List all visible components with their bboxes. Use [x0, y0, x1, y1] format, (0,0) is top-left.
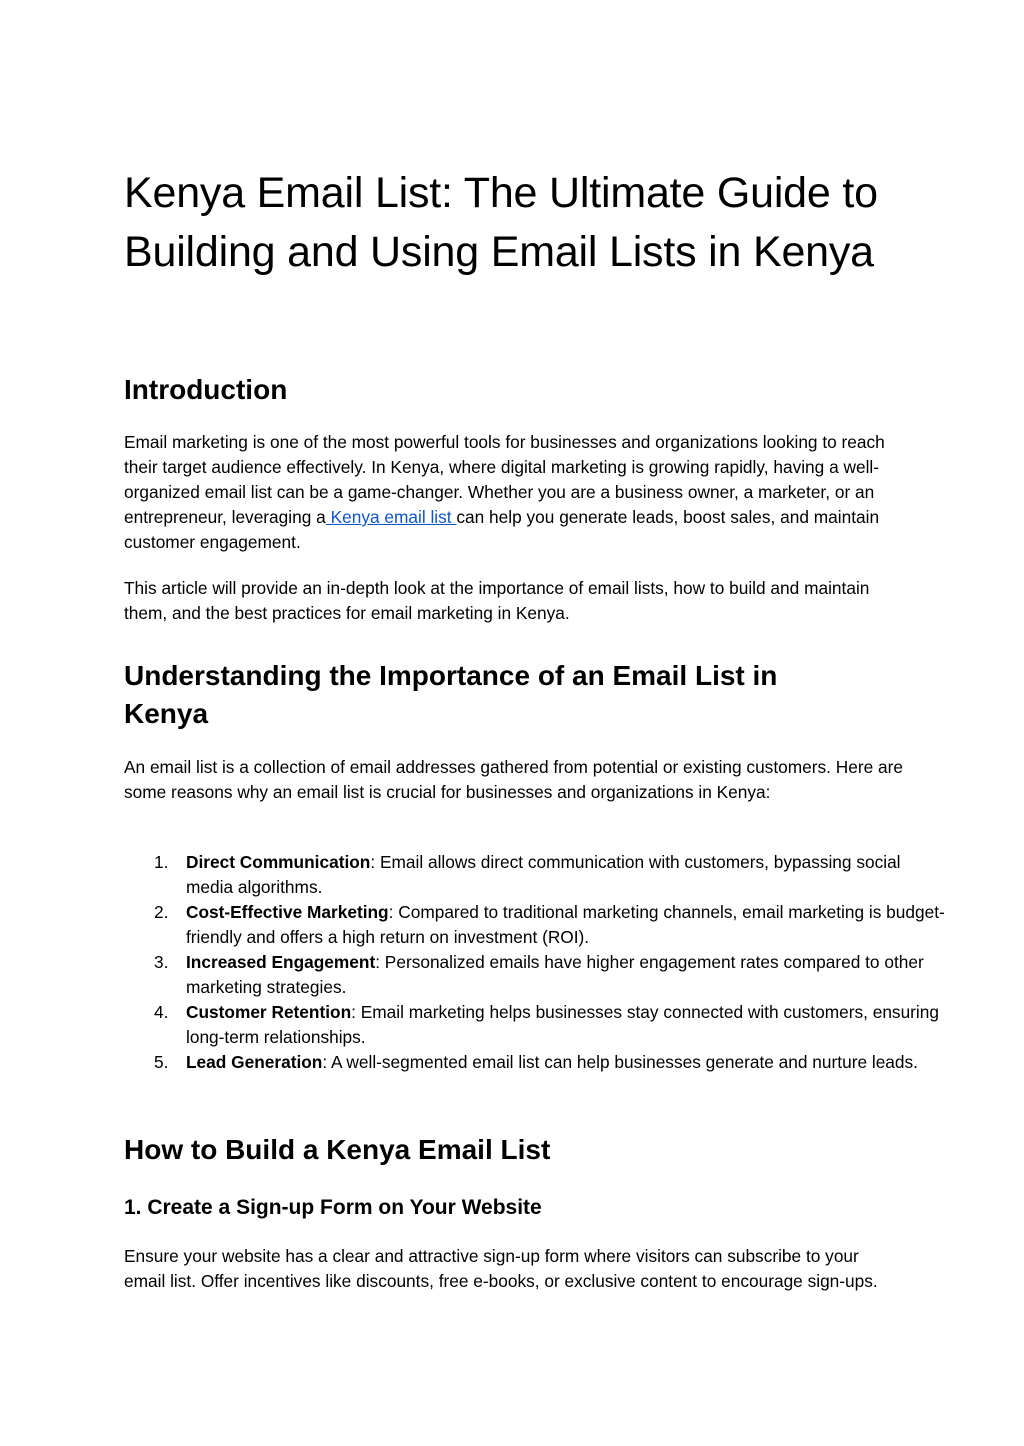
list-term: Direct Communication [186, 852, 371, 872]
list-term: Increased Engagement [186, 952, 376, 972]
reasons-list [124, 850, 946, 1075]
intro-paragraph-2: This article will provide an in-depth look at the importance of email lists, how to build and maintain them, and the best practices for email marketing in Kenya. [124, 578, 870, 623]
list-number: 3. [154, 952, 169, 972]
intro-paragraph-1-end: can help you generate leads, boost sales, and maintain customer engagement. [124, 507, 880, 552]
heading-build: How to Build a Kenya Email List [124, 1134, 551, 1165]
kenya-email-list-link[interactable]: Kenya email list [325, 507, 457, 527]
list-term: Cost-Effective Marketing [186, 902, 389, 922]
list-term: Lead Generation [186, 1052, 323, 1072]
signup-form-paragraph: Ensure your website has a clear and attractive sign-up form where visitors can subscribe to your email list. Offer incentives like discounts, free e-books, or exclusive content to encourage sign-ups. [124, 1246, 878, 1291]
importance-paragraph: An email list is a collection of email addresses gathered from potential or existing customers. Here are some reasons why an email list is crucial for businesses and organizations in Kenya: [124, 757, 903, 802]
list-item [154, 1000, 946, 1050]
list-item [154, 1050, 946, 1075]
heading-introduction: Introduction [124, 374, 288, 405]
list-item [154, 950, 946, 1000]
list-term: Customer Retention [186, 1002, 352, 1022]
list-text: : Compared to traditional marketing channels, email marketing is budget-friendly and offers a high return on investment (ROI). [186, 902, 945, 947]
list-item [154, 850, 946, 900]
list-number: 4. [154, 1002, 169, 1022]
list-number: 1. [154, 852, 169, 872]
list-item [154, 900, 946, 950]
subheading-signup-form: 1. Create a Sign-up Form on Your Website [124, 1196, 542, 1219]
list-text: : Email marketing helps businesses stay connected with customers, ensuring long-term relationships. [186, 1002, 939, 1047]
list-text: : Email allows direct communication with customers, bypassing social media algorithms. [186, 852, 901, 897]
list-number: 5. [154, 1052, 169, 1072]
list-text: : A well-segmented email list can help businesses generate and nurture leads. [322, 1052, 918, 1072]
intro-paragraph-1-start: Email marketing is one of the most powerful tools for businesses and organizations looking to reach their target audience effectively. In Kenya, where digital marketing is growing rapidly, having a well-organized email list can be a game-changer. Whether you are a business owner, a marketer, or an entrepreneur, leveraging a [124, 432, 885, 527]
heading-importance: Understanding the Importance of an Email List in Kenya [124, 660, 778, 729]
list-text: : Personalized emails have higher engagement rates compared to other marketing strategies. [186, 952, 924, 997]
list-number: 2. [154, 902, 169, 922]
intro-paragraph-1 [124, 430, 904, 555]
document-title: Kenya Email List: The Ultimate Guide to Building and Using Email Lists in Kenya [124, 169, 878, 276]
